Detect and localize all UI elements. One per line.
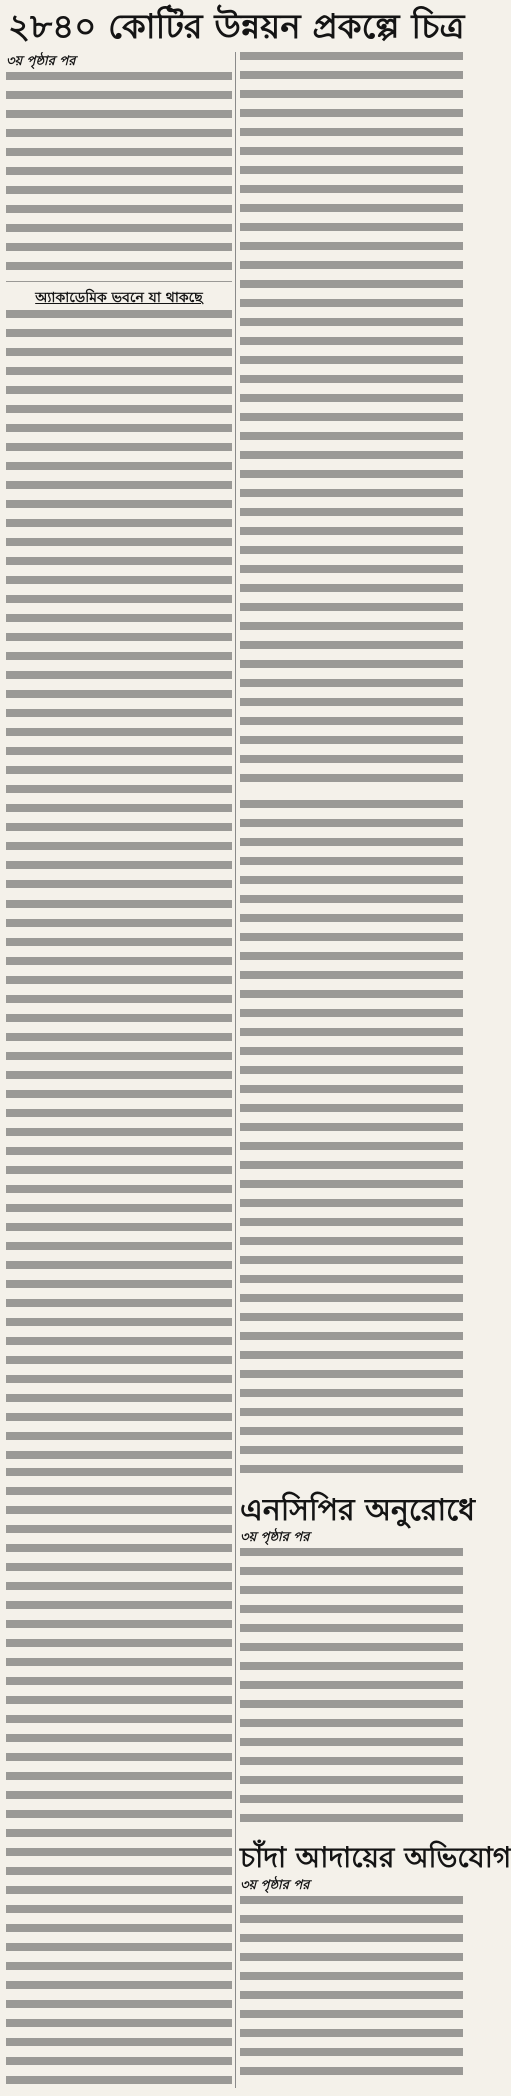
story-title: এনসিপির অনুরোধে bbox=[240, 1493, 476, 1528]
article-body-block bbox=[240, 52, 463, 792]
article-body-block bbox=[6, 310, 232, 890]
column-divider bbox=[235, 52, 236, 2088]
article-body-block bbox=[6, 1468, 232, 2088]
article-body-block bbox=[240, 1896, 463, 2086]
story-title: চাঁদা আদায়ের অভিযোগ bbox=[240, 1841, 511, 1874]
left-column bbox=[6, 52, 232, 2090]
article-body-block bbox=[6, 72, 232, 282]
continued-label: ৩য় পৃষ্ঠার পর bbox=[6, 54, 76, 69]
section-subhead: অ্যাকাডেমিক ভবনে যা থাকছে bbox=[35, 290, 203, 306]
right-column bbox=[240, 52, 511, 2090]
article-body-block bbox=[240, 800, 463, 1482]
main-headline: ২৮৪০ কোটির উন্নয়ন প্রকল্পে চিত্র bbox=[8, 7, 465, 47]
article-body-block bbox=[240, 1548, 463, 1828]
continued-label: ৩য় পৃষ্ঠার পর bbox=[240, 1530, 310, 1545]
article-body-block bbox=[6, 900, 232, 1460]
continued-label: ৩য় পৃষ্ঠার পর bbox=[240, 1878, 310, 1893]
